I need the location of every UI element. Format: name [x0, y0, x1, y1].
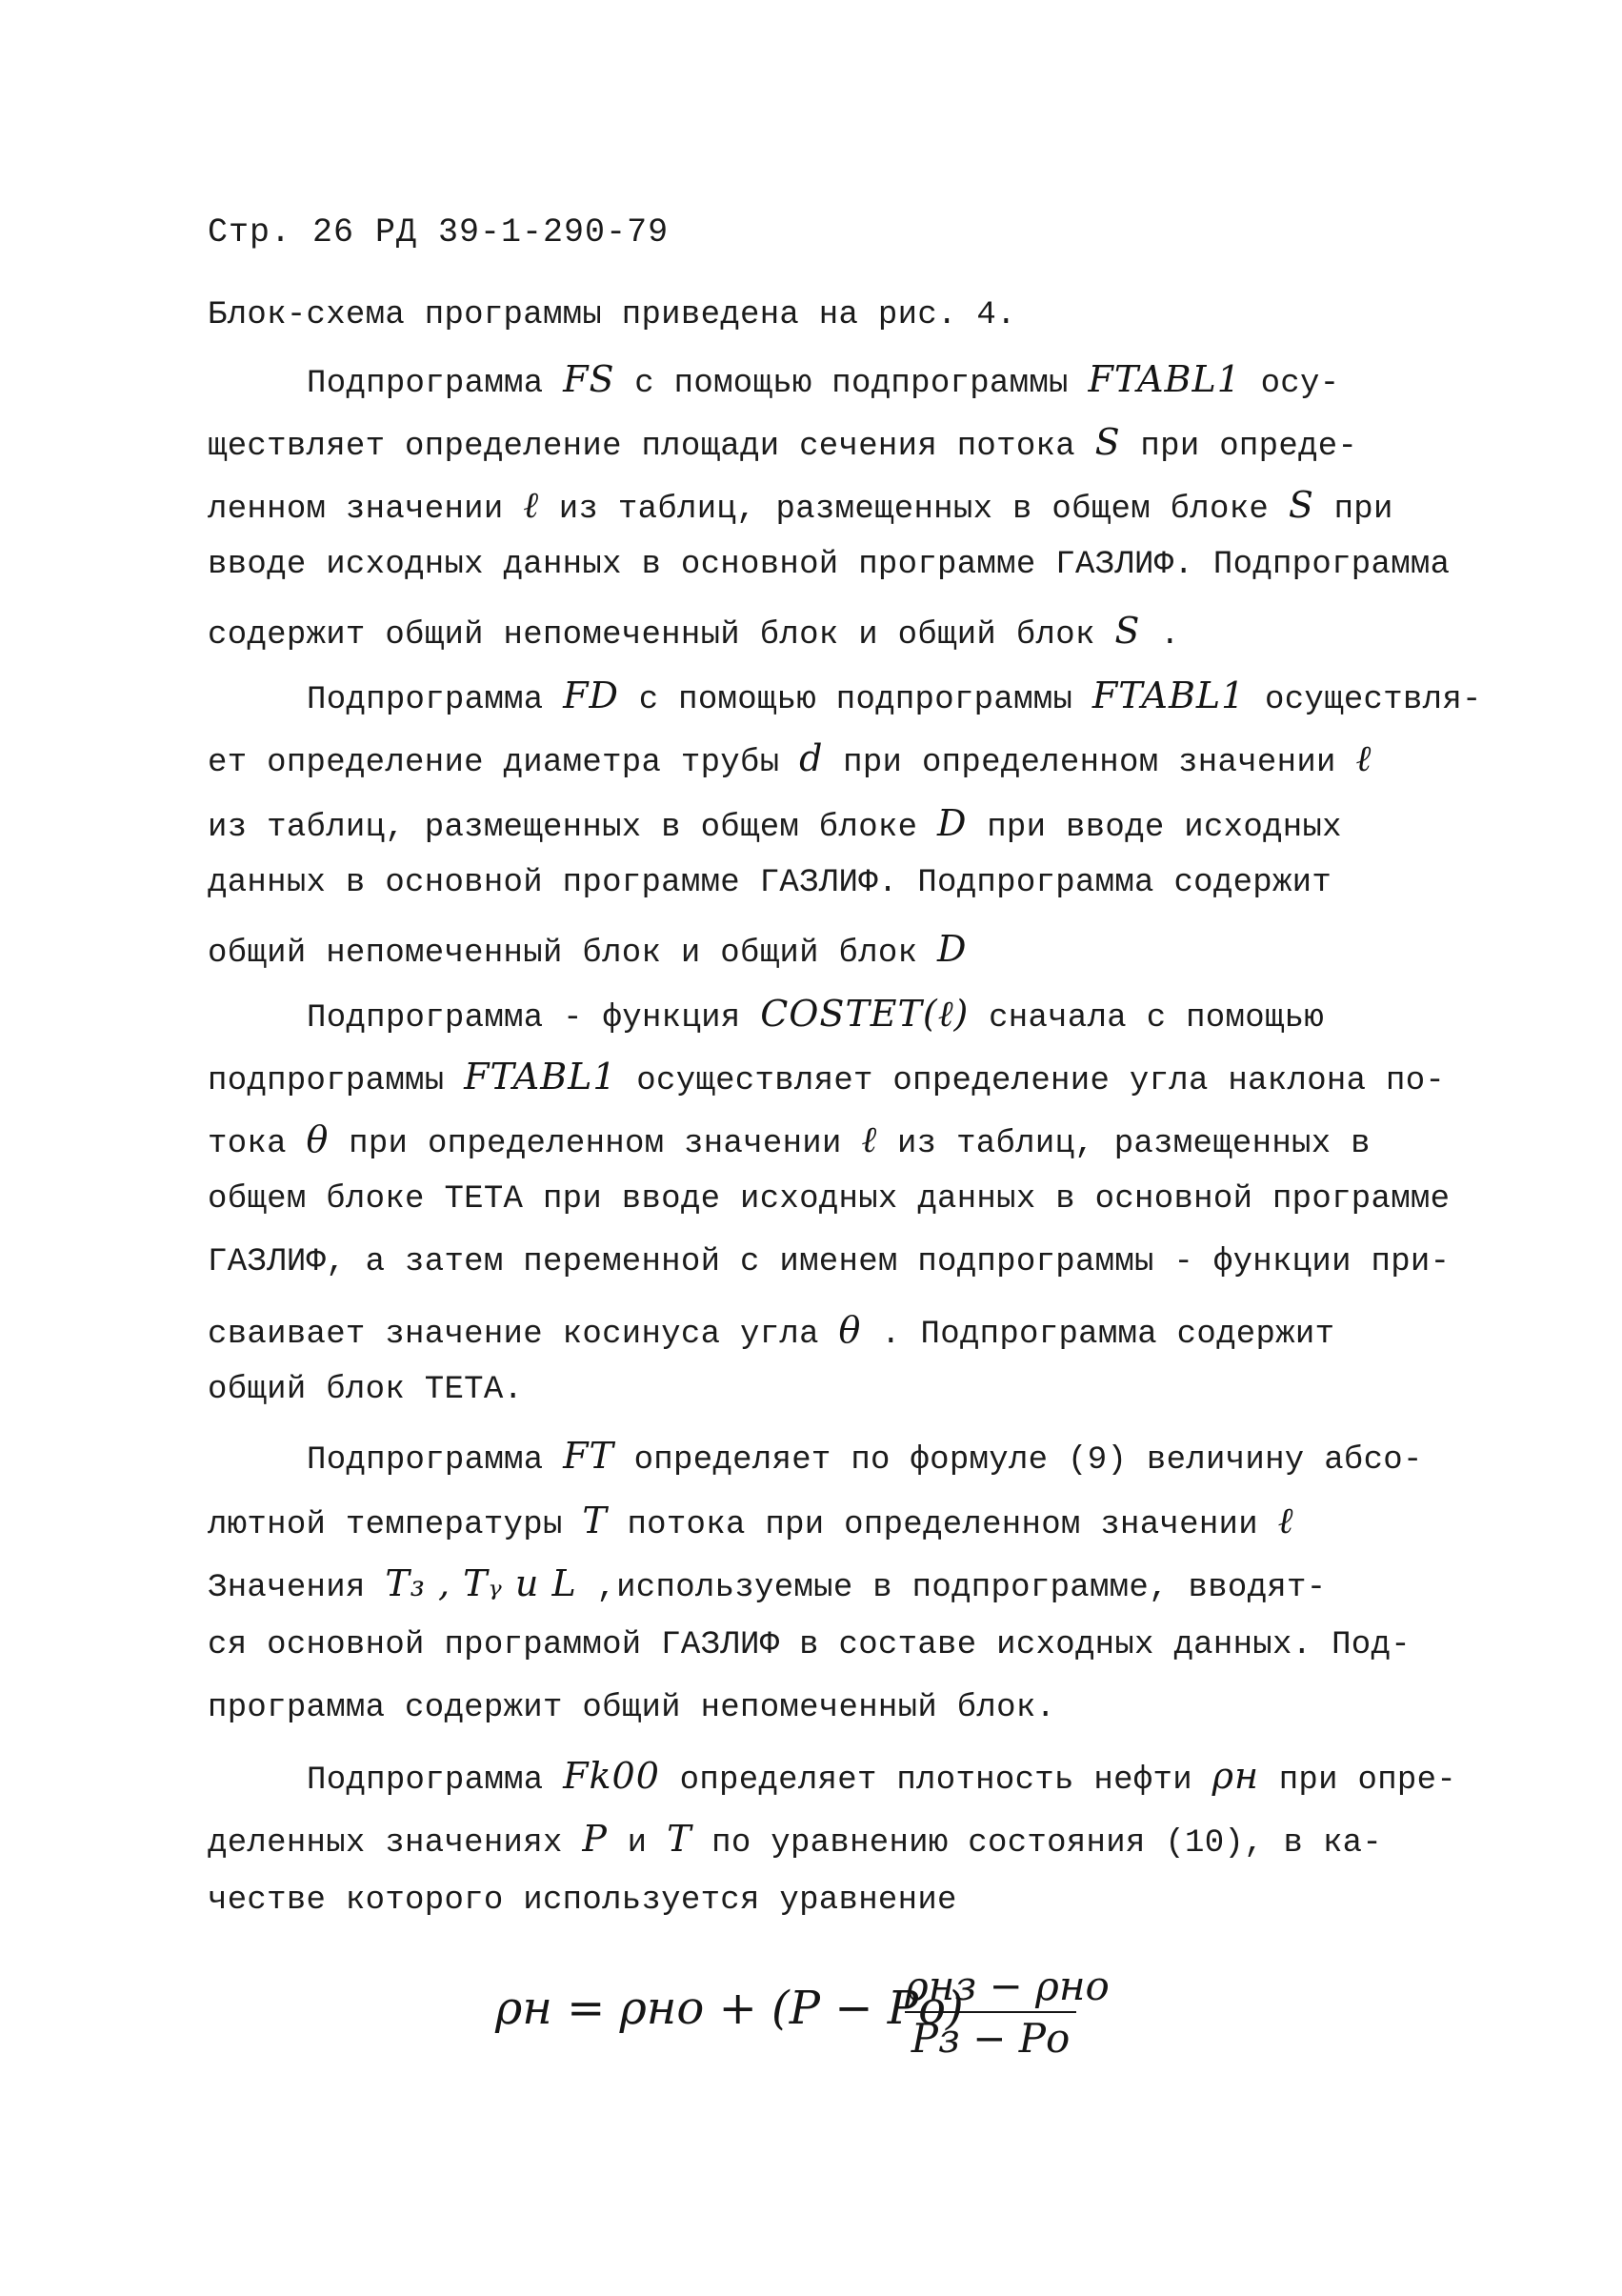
handwritten-symbol: θ	[838, 1309, 862, 1351]
text-line	[208, 421, 1357, 465]
handwritten-symbol: D	[937, 928, 968, 970]
line-text: Подпрограмма - функция	[307, 1000, 761, 1037]
handwritten-symbol: S	[1094, 421, 1121, 463]
line-text: ет определение диаметра трубы	[208, 745, 800, 781]
line-text: .	[1140, 617, 1180, 654]
handwritten-symbol: ℓ	[523, 484, 540, 526]
handwritten-symbol: P	[582, 1818, 608, 1860]
line-text: при вводе исходных	[967, 810, 1342, 846]
line-text: с помощью подпрограммы	[619, 682, 1092, 718]
line-text: осуществляет определение угла наклона по-	[616, 1063, 1446, 1099]
handwritten-symbol: FTABL1	[1091, 675, 1246, 716]
line-text: и	[607, 1825, 668, 1862]
line-text: . Подпрограмма содержит	[861, 1317, 1335, 1353]
handwritten-symbol: FD	[563, 675, 619, 716]
page-header: Стр. 26 РД 39-1-290-79	[208, 213, 670, 252]
handwritten-symbol: FS	[563, 358, 615, 400]
handwritten-symbol: D	[937, 802, 968, 844]
text-line	[208, 802, 1342, 846]
text-line	[208, 1500, 1293, 1543]
text-line: Блок-схема программы приведена на рис. 4.	[208, 297, 1016, 333]
text-line	[307, 1435, 1423, 1479]
text-line	[208, 610, 1180, 654]
text-line: данных в основной программе ГАЗЛИФ. Подпрограмма содержит	[208, 865, 1332, 901]
text-line	[208, 1056, 1445, 1099]
line-text: по уравнению состояния (10), в ка-	[691, 1825, 1383, 1862]
text-line	[208, 484, 1393, 528]
handwritten-symbol: ℓ	[1277, 1500, 1294, 1541]
text-line	[208, 737, 1372, 781]
handwritten-symbol: S	[1114, 610, 1141, 652]
line-text: лютной температуры	[208, 1507, 583, 1543]
handwritten-symbol: d	[799, 737, 824, 779]
line-text: тока	[208, 1126, 307, 1162]
line-text: подпрограммы	[208, 1063, 465, 1099]
text-line: общем блоке ТЕТА при вводе исходных данных в основной программе	[208, 1181, 1451, 1218]
line-text: осу-	[1240, 366, 1340, 402]
line-text: определяет по формуле (9) величину абсо-	[613, 1442, 1423, 1479]
line-text: ленном значении	[208, 492, 524, 528]
line-text: деленных значениях	[208, 1825, 583, 1862]
handwritten-symbol: ℓ	[861, 1118, 878, 1160]
handwritten-symbol: COSTET(ℓ)	[760, 993, 970, 1035]
line-text: при определенном значении	[329, 1126, 862, 1162]
text-line: вводе исходных данных в основной программе ГАЗЛИФ. Подпрограмма	[208, 547, 1451, 583]
line-text: Подпрограмма	[307, 1442, 564, 1479]
handwritten-symbol: T	[667, 1818, 692, 1860]
text-line	[208, 928, 968, 972]
handwritten-symbol: T	[582, 1500, 608, 1541]
line-text: при опре-	[1258, 1762, 1457, 1799]
handwritten-symbol: FT	[563, 1435, 614, 1477]
text-line	[208, 1818, 1382, 1862]
fraction-bar	[905, 2011, 1076, 2013]
handwritten-symbol: θ	[306, 1118, 330, 1160]
line-text: при	[1313, 492, 1393, 528]
handwritten-symbol: S	[1288, 484, 1314, 526]
text-line	[307, 358, 1339, 402]
handwritten-symbol: FTABL1	[464, 1056, 617, 1098]
formula-numerator: ρнз − ρно	[905, 1963, 1110, 2009]
line-text: осуществля-	[1245, 682, 1482, 718]
line-text: при определенном значении	[823, 745, 1356, 781]
formula-denominator: Pз − Pо	[911, 2015, 1071, 2062]
text-line: программа содержит общий непомеченный блок.	[208, 1690, 1056, 1726]
handwritten-symbol: FTABL1	[1088, 358, 1241, 400]
text-line	[208, 1562, 1326, 1606]
text-line	[208, 1309, 1334, 1353]
handwritten-symbol: ρн	[1211, 1755, 1259, 1797]
line-text: ,используемые в подпрограмме, вводят-	[576, 1570, 1327, 1606]
line-text: Подпрограмма	[307, 366, 564, 402]
text-line: ГАЗЛИФ, а затем переменной с именем подпрограммы - функции при-	[208, 1244, 1451, 1280]
formula-fraction	[905, 1963, 1110, 2062]
formula-lhs: ρн = ρно + (P − Pо)	[495, 1982, 964, 2035]
line-text: общий непомеченный блок и общий блок	[208, 936, 938, 972]
text-line	[307, 675, 1482, 718]
handwritten-symbol: ℓ	[1355, 737, 1372, 779]
text-line	[208, 1118, 1371, 1162]
line-text: сваивает значение косинуса угла	[208, 1317, 839, 1353]
line-text: потока при определенном значении	[607, 1507, 1278, 1543]
line-text: из таблиц, размещенных в общем блоке	[208, 810, 938, 846]
line-text: из таблиц, размещенных в	[877, 1126, 1371, 1162]
text-line: ся основной программой ГАЗЛИФ в составе исходных данных. Под-	[208, 1627, 1411, 1663]
line-text: Подпрограмма	[307, 1762, 564, 1799]
text-line	[307, 1755, 1456, 1799]
handwritten-symbol: Fk00	[563, 1755, 660, 1797]
line-text: ществляет определение площади сечения потока	[208, 429, 1095, 465]
line-text: из таблиц, размещенных в общем блоке	[539, 492, 1289, 528]
line-text: Значения	[208, 1570, 386, 1606]
line-text: с помощью подпрограммы	[614, 366, 1089, 402]
density-formula	[495, 1963, 1110, 2077]
line-text: содержит общий непомеченный блок и общий блок	[208, 617, 1115, 654]
line-text: сначала с помощью	[969, 1000, 1325, 1037]
line-text: Подпрограмма	[307, 682, 564, 718]
text-line	[307, 993, 1324, 1037]
line-text: определяет плотность нефти	[659, 1762, 1212, 1799]
line-text: при опреде-	[1120, 429, 1358, 465]
text-line: честве которого используется уравнение	[208, 1883, 957, 1919]
text-line: общий блок ТЕТА.	[208, 1372, 524, 1408]
handwritten-symbol: T₃ , Tᵧ и L	[385, 1562, 577, 1604]
